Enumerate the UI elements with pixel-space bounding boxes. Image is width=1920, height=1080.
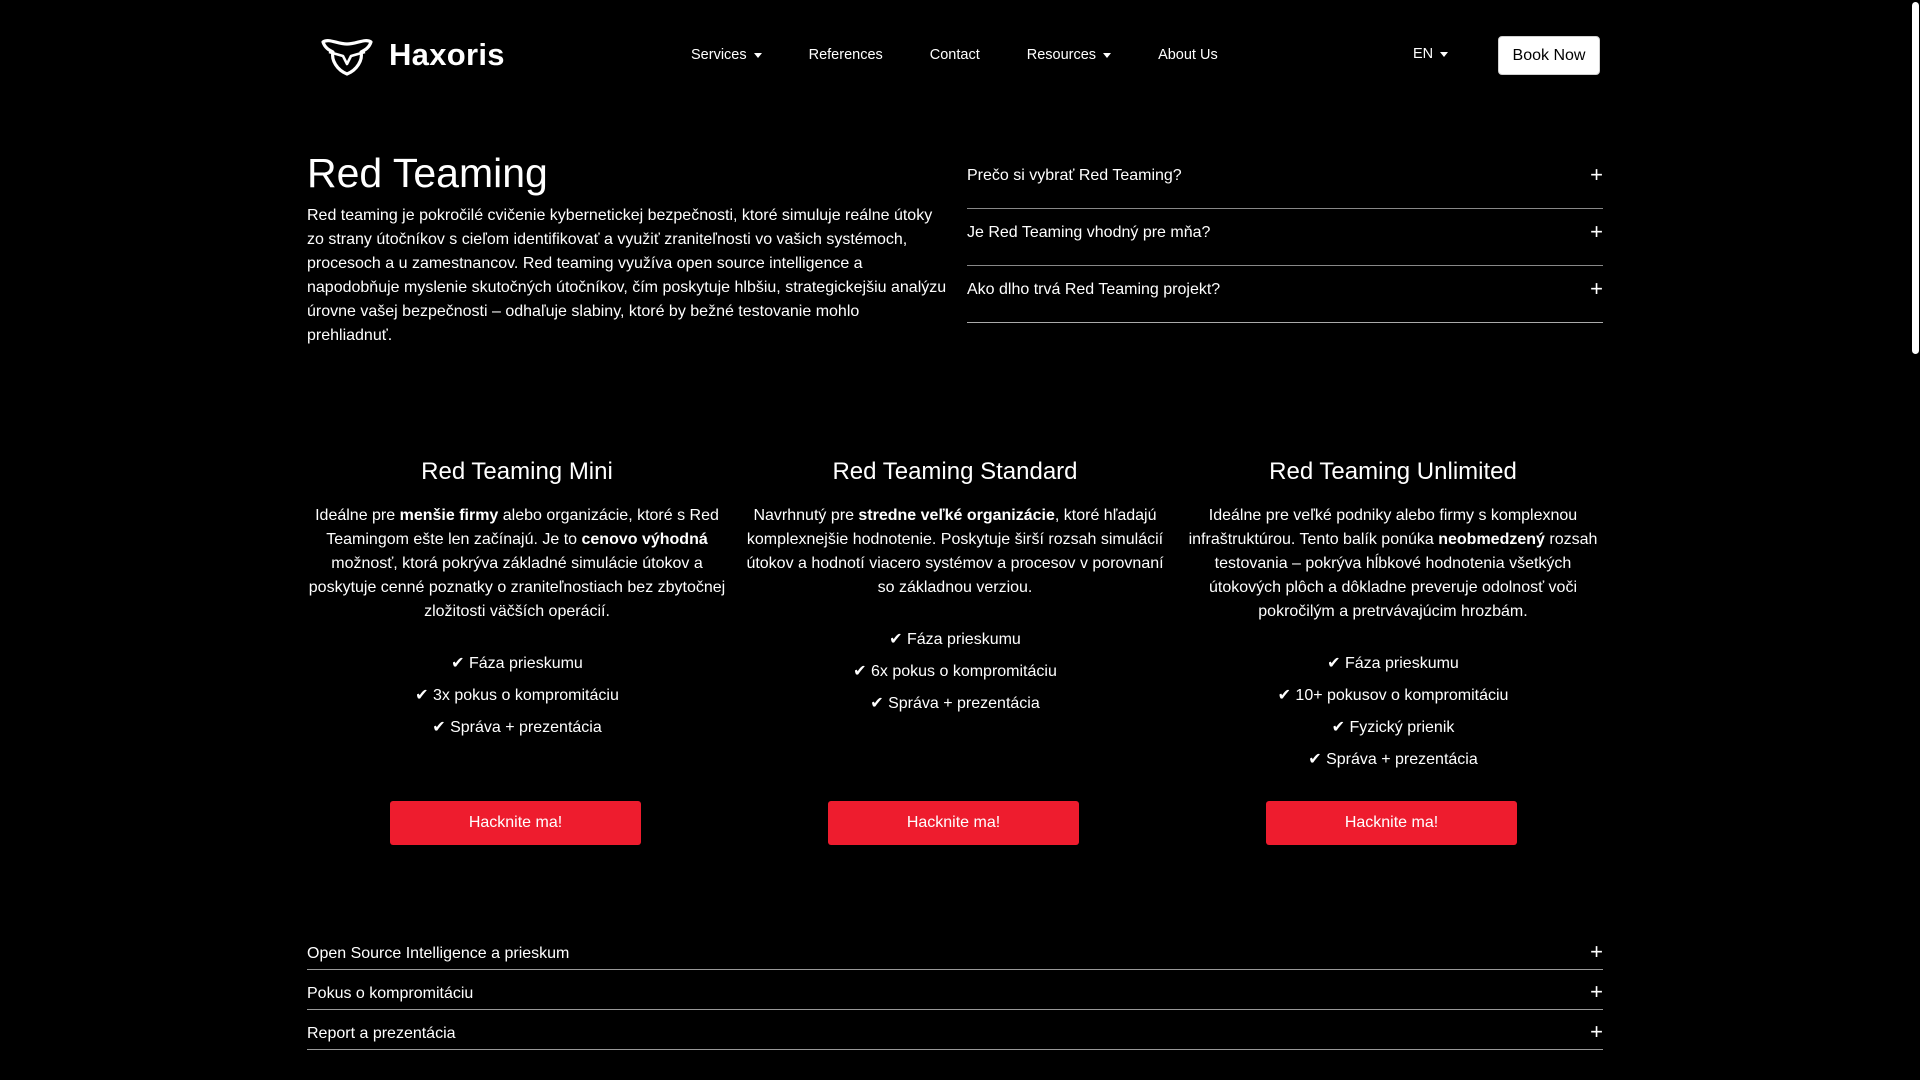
accordion-item-report[interactable]: [307, 1010, 1603, 1050]
plan-feature: ✔ Správa + prezentácia: [432, 719, 602, 736]
hack-me-button-unlimited[interactable]: Hacknite ma!: [1266, 801, 1517, 845]
hack-me-button-mini[interactable]: Hacknite ma!: [390, 801, 641, 845]
nav-contact[interactable]: [930, 47, 980, 63]
plan-features: [745, 624, 1165, 720]
faq-question: Je Red Teaming vhodný pre mňa?: [967, 224, 1211, 241]
plan-feature: ✔ 10+ pokusov o kompromitáciu: [1277, 687, 1509, 704]
plan-feature: ✔ Fáza prieskumu: [451, 655, 583, 672]
description-emphasis: neobmedzený: [1438, 531, 1545, 548]
plan-feature: ✔ Správa + prezentácia: [870, 695, 1040, 712]
nav-resources[interactable]: [1027, 47, 1111, 63]
plan-feature: ✔ Fáza prieskumu: [889, 631, 1021, 648]
nav-services-label: Services: [691, 47, 747, 63]
plus-icon: +: [1590, 939, 1603, 964]
plan-feature: ✔ Fáza prieskumu: [1327, 655, 1459, 672]
nav-references[interactable]: [809, 47, 883, 63]
accordion-label: Open Source Intelligence a prieskum: [307, 945, 570, 962]
scrollbar[interactable]: [1910, 0, 1920, 1080]
nav-services[interactable]: [691, 47, 762, 63]
faq-item-duration[interactable]: [967, 266, 1603, 323]
plus-icon: +: [1590, 276, 1603, 301]
plus-icon: +: [1590, 162, 1603, 187]
plan-features: [307, 648, 727, 744]
haxoris-logo-icon: [319, 34, 375, 76]
faq-question: Prečo si vybrať Red Teaming?: [967, 167, 1182, 184]
description-text: alebo organizácie, ktoré s Red Teamingom ešte len začínajú. Je to: [326, 507, 719, 548]
description-text: Ideálne pre veľké podniky alebo firmy s komplexnou infraštruktúrou. Tento balík ponúka: [1188, 507, 1578, 548]
plan-unlimited: [1183, 458, 1603, 831]
main-nav: [691, 0, 1265, 110]
plan-description: [1183, 504, 1603, 624]
accordion-item-osint[interactable]: [307, 940, 1603, 970]
scrollbar-thumb[interactable]: [1912, 2, 1919, 354]
logo[interactable]: [319, 34, 505, 76]
plan-feature: ✔ 6x pokus o kompromitáciu: [853, 663, 1057, 680]
description-text: Ideálne pre: [315, 507, 400, 524]
caret-down-icon: [1103, 53, 1111, 58]
nav-about-us-label: About Us: [1158, 47, 1218, 63]
site-header: [307, 0, 1603, 110]
nav-references-label: References: [808, 47, 883, 63]
plus-icon: +: [1590, 979, 1603, 1004]
description-emphasis: cenovo výhodná: [581, 531, 708, 548]
description-text: Navrhnutý pre: [753, 507, 859, 524]
plan-description: [745, 504, 1165, 600]
description-text: rozsah testovania – pokrýva hĺbkové hodnotenia všetkých útokových plôch a dôkladne preveruje odolnosť voči pokročilým a pretrvávajúcim hrozbám.: [1208, 531, 1598, 620]
accordion-label: Pokus o kompromitáciu: [307, 985, 474, 1002]
accordion-label: Report a prezentácia: [307, 1025, 456, 1042]
description-emphasis: menšie firmy: [399, 507, 499, 524]
plan-feature: ✔ Fyzický prienik: [1331, 719, 1455, 736]
plan-title: Red Teaming Standard: [832, 458, 1078, 485]
faq-item-why[interactable]: [967, 152, 1603, 209]
caret-down-icon: [1440, 52, 1448, 57]
plan-description: [307, 504, 727, 624]
nav-contact-label: Contact: [929, 47, 980, 63]
intro-paragraph: Red teaming je pokročilé cvičenie kybernetickej bezpečnosti, ktoré simuluje reálne útoky zo strany útočníkov s cieľom identifikovať a využiť zraniteľnosti vo vašich systémoch, procesoch a u zamestnancov. Red teaming využíva open source intelligence a napodobňuje myslenie skutočných útočníkov, čím poskytuje hlbšiu, strategickejšiu analýzu úrovne vašej bezpečnosti – odhaľuje slabiny, ktoré by bežné testovanie mohlo prehliadnuť.: [307, 207, 947, 344]
faq-question: Ako dlho trvá Red Teaming projekt?: [967, 281, 1221, 298]
accordion-item-compromise[interactable]: [307, 970, 1603, 1010]
plan-mini: [307, 458, 727, 831]
nav-about-us[interactable]: [1158, 47, 1218, 63]
description-text: možnosť, ktorá pokrýva základné simulácie útokov a poskytuje cenné poznatky o zraniteľnostiach bez zbytočnej zložitosti väčších operácií.: [308, 555, 726, 620]
process-accordion: [307, 940, 1603, 1050]
pricing-plans: [307, 458, 1603, 858]
faq-list: [967, 152, 1603, 323]
language-label: EN: [1413, 46, 1434, 62]
book-now-button[interactable]: Book Now: [1498, 36, 1600, 75]
description-emphasis: stredne veľké organizácie: [858, 507, 1055, 524]
nav-resources-label: Resources: [1026, 47, 1097, 63]
hack-me-button-standard[interactable]: Hacknite ma!: [828, 801, 1079, 845]
plan-title: Red Teaming Mini: [421, 458, 613, 485]
plan-title: Red Teaming Unlimited: [1269, 458, 1517, 485]
plus-icon: +: [1590, 219, 1603, 244]
plus-icon: +: [1590, 1019, 1603, 1044]
language-selector[interactable]: [1413, 46, 1448, 62]
plan-standard: [745, 458, 1165, 831]
description-text: , ktoré hľadajú komplexnejšie hodnotenie. Poskytuje širší rozsah simulácií útokov a hodnotí viacero systémov a procesov v porovnaní so základnou verziou.: [746, 507, 1164, 596]
plan-features: [1183, 648, 1603, 776]
faq-item-suitable[interactable]: [967, 209, 1603, 266]
caret-down-icon: [754, 53, 762, 58]
plan-feature: ✔ Správa + prezentácia: [1308, 751, 1478, 768]
page-title: Red Teaming: [307, 150, 548, 196]
logo-text: Haxoris: [389, 37, 505, 72]
plan-feature: ✔ 3x pokus o kompromitáciu: [415, 687, 619, 704]
